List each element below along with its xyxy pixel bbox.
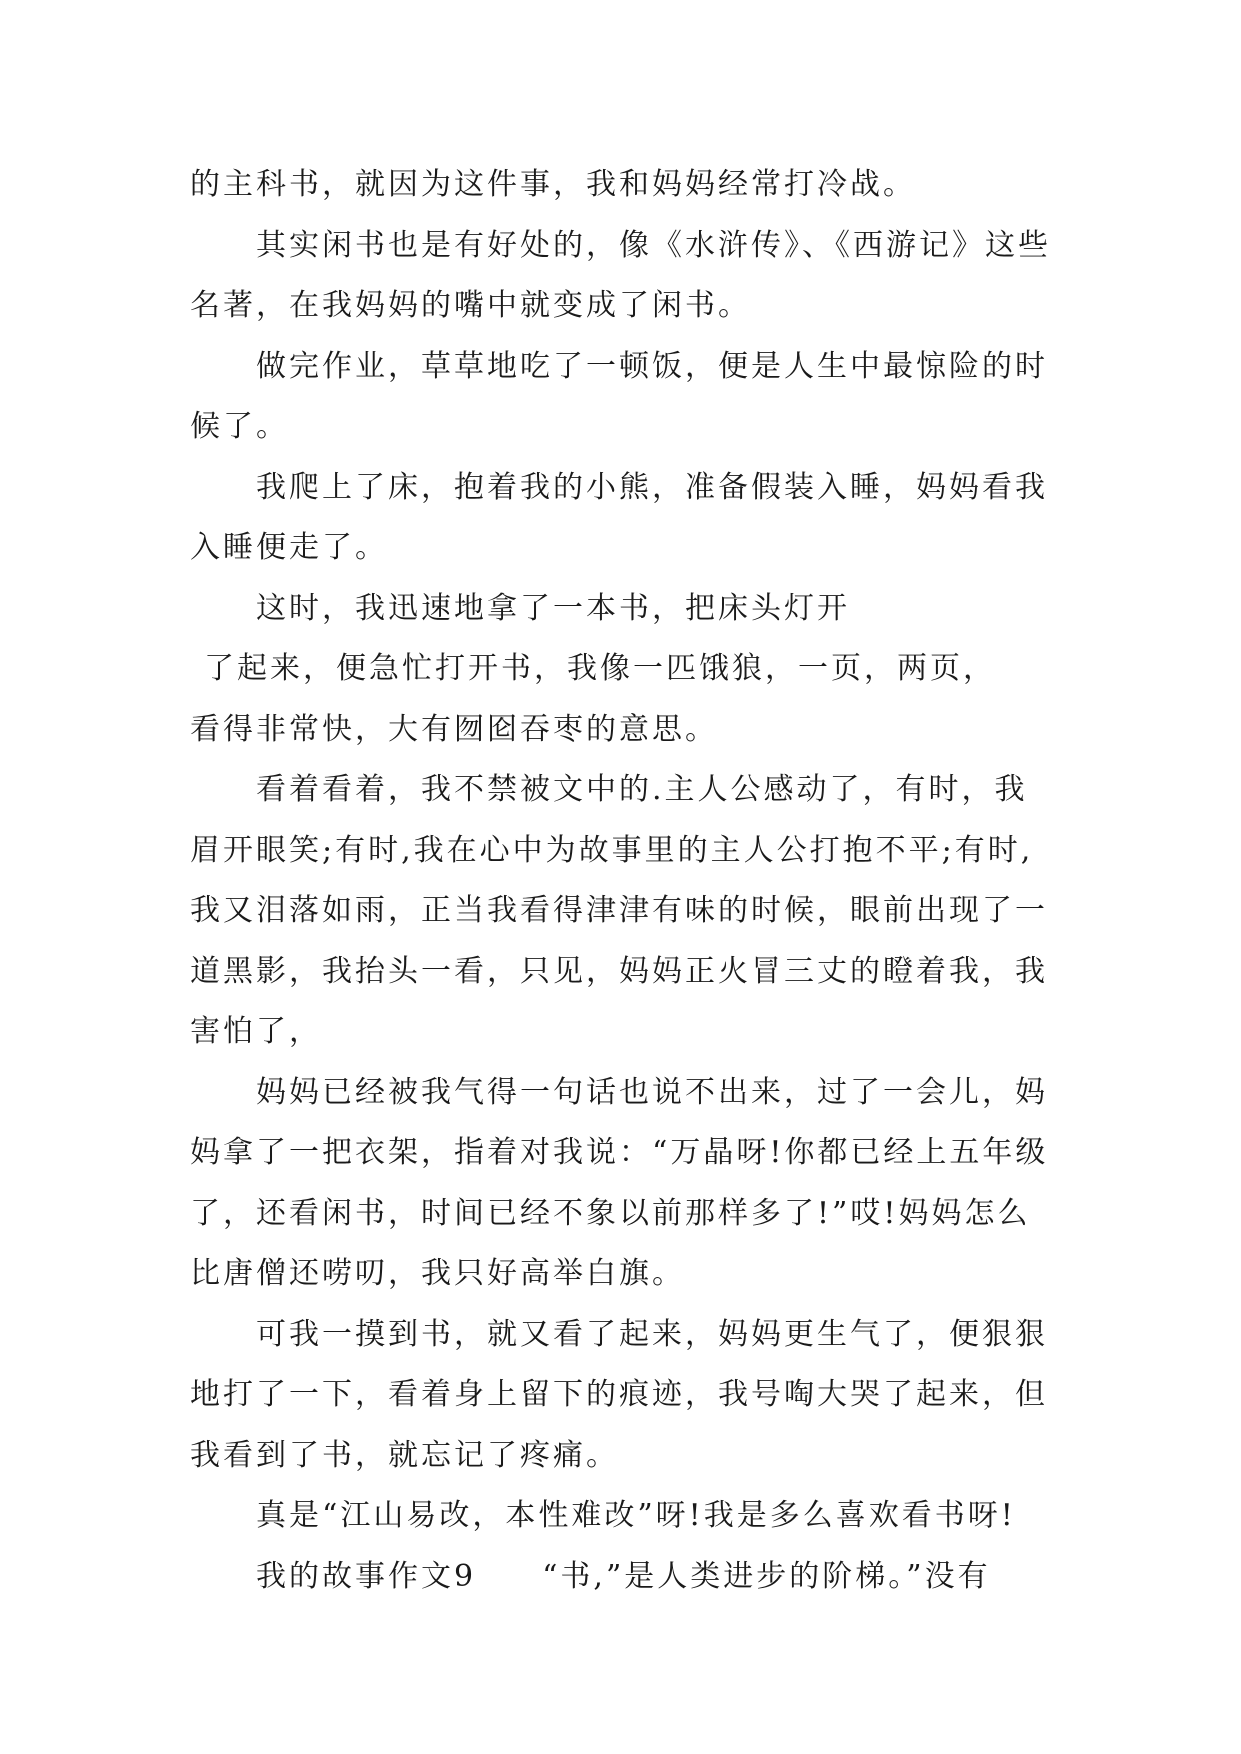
text-line: 妈妈已经被我气得一句话也说不出来，过了一会儿，妈 [256,1074,1048,1110]
text-line: 道黑影，我抬头一看，只见，妈妈正火冒三丈的瞪着我，我 [190,953,1048,989]
document-body [190,155,1070,1607]
text-line: 这时，我迅速地拿了一本书，把床头灯开 [256,590,850,626]
text-line: 我的故事作文9 “书,”是人类进步的阶梯。”没有 [256,1558,991,1594]
text-line: 我又泪落如雨，正当我看得津津有味的时候，眼前出现了一 [190,893,1048,928]
text-line: 名著，在我妈妈的嘴中就变成了闲书。 [190,288,751,323]
text-line: 真是“江山易改，本性难改”呀!我是多么喜欢看书呀! [256,1498,1016,1533]
text-line: 其实闲书也是有好处的，像《水浒传》、《西游记》这些 [256,227,1051,263]
text-line: 做完作业，草草地吃了一顿饭，便是人生中最惊险的时 [256,348,1048,384]
text-line: 可我一摸到书，就又看了起来，妈妈更生气了，便狠狠 [256,1316,1048,1352]
text-line: 我爬上了床，抱着我的小熊，准备假装入睡，妈妈看我 [256,469,1048,505]
text-line: 妈拿了一把衣架，指着对我说：“万晶呀!你都已经上五年级 [190,1135,1049,1170]
text-line: 看得非常快，大有囫囵吞枣的意思。 [190,711,718,747]
text-line: 我看到了书，就忘记了疼痛。 [190,1437,619,1473]
text-line: 入睡便走了。 [190,530,388,565]
text-line: 眉开眼笑;有时,我在心中为故事里的主人公打抱不平;有时, [190,832,1034,868]
text-line: 比唐僧还唠叨，我只好高举白旗。 [190,1256,685,1291]
text-line: 候了。 [190,409,289,444]
text-line: 地打了一下，看着身上留下的痕迹，我号啕大哭了起来，但 [190,1377,1048,1412]
text-line: 了起来，便急忙打开书，我像一匹饿狼，一页，两页， [204,651,996,686]
text-line: 了，还看闲书，时间已经不象以前那样多了!”哎!妈妈怎么 [190,1195,1031,1231]
text-line: 看着看着，我不禁被文中的.主人公感动了，有时，我 [256,772,1028,807]
text-line: 害怕了， [190,1014,322,1049]
text-line: 的主科书，就因为这件事，我和妈妈经常打冷战。 [190,167,916,202]
